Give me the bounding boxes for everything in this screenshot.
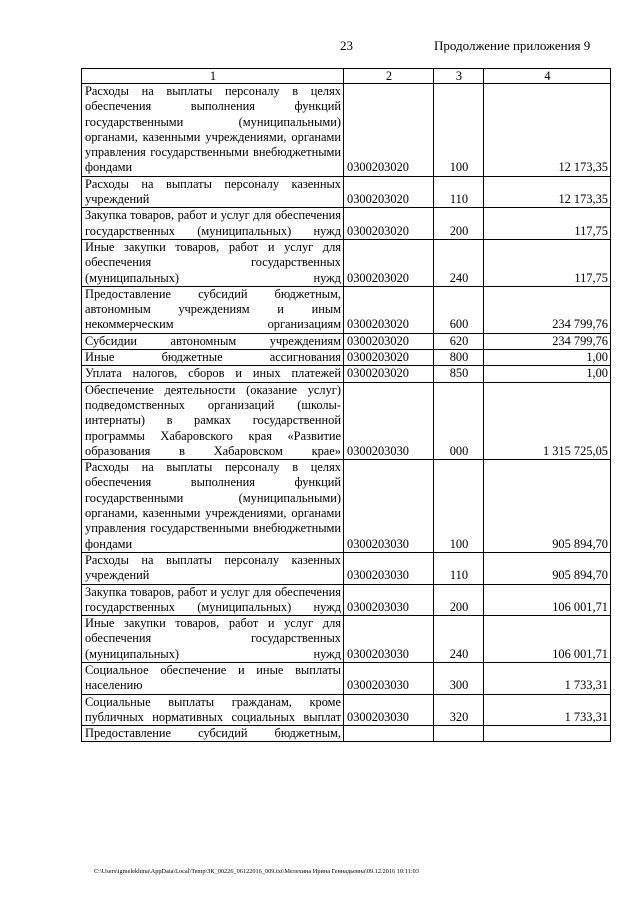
row-description: Иные закупки товаров, работ и услуг для обеспечения государственных (муниципальных) нужд [82,239,344,286]
row-amount: 12 173,35 [484,84,611,177]
row-expense-type: 850 [434,366,484,382]
table-row [82,584,611,616]
table-row [82,694,611,726]
row-expense-type: 200 [434,208,484,240]
row-amount: 117,75 [484,208,611,240]
table-header-row [82,69,611,84]
row-expense-type: 100 [434,460,484,553]
row-description: Расходы на выплаты персоналу казенных учреждений [82,176,344,208]
row-target-code: 0300203030 [344,662,434,694]
row-amount: 905 894,70 [484,552,611,584]
table-row [82,350,611,366]
row-expense-type: 300 [434,662,484,694]
page-number: 23 [340,38,353,53]
appendix-continuation-label: Продолжение приложения 9 [434,38,591,53]
row-description: Иные бюджетные ассигнования [82,350,344,366]
row-amount: 106 001,71 [484,584,611,616]
row-expense-type: 800 [434,350,484,366]
row-amount: 234 799,76 [484,286,611,333]
table-row [82,239,611,286]
row-amount: 1,00 [484,366,611,382]
row-target-code: 0300203020 [344,239,434,286]
row-description: Социальное обеспечение и иные выплаты населению [82,662,344,694]
column-header-3: 3 [434,69,484,84]
row-expense-type: 200 [434,584,484,616]
row-target-code: 0300203020 [344,366,434,382]
row-target-code: 0300203030 [344,460,434,553]
row-description: Предоставление субсидий бюджетным, [82,726,344,742]
column-header-4: 4 [484,69,611,84]
row-amount: 117,75 [484,239,611,286]
row-amount: 106 001,71 [484,616,611,663]
row-description: Предоставление субсидий бюджетным, автономным учреждениям и иным некоммерческим организациям [82,286,344,333]
row-expense-type: 620 [434,333,484,349]
row-amount: 1 733,31 [484,662,611,694]
row-amount: 905 894,70 [484,460,611,553]
row-amount: 1,00 [484,350,611,366]
column-header-1: 1 [82,69,344,84]
row-expense-type: 600 [434,286,484,333]
row-description: Обеспечение деятельности (оказание услуг) подведомственных организаций (школы-интернаты) в рамках государственной программы Хабаровского края «Развитие образования в Хабаровском крае» [82,382,344,459]
row-target-code: 0300203030 [344,616,434,663]
row-expense-type: 110 [434,176,484,208]
row-target-code: 0300203030 [344,694,434,726]
table-row [82,726,611,742]
row-amount: 1 315 725,05 [484,382,611,459]
row-target-code: 0300203020 [344,286,434,333]
row-description: Иные закупки товаров, работ и услуг для обеспечения государственных (муниципальных) нужд [82,616,344,663]
row-target-code: 0300203020 [344,208,434,240]
table-row [82,662,611,694]
row-description: Закупка товаров, работ и услуг для обеспечения государственных (муниципальных) нужд [82,208,344,240]
table-row [82,333,611,349]
row-target-code: 0300203030 [344,382,434,459]
column-header-2: 2 [344,69,434,84]
row-expense-type: 100 [434,84,484,177]
row-target-code: 0300203030 [344,552,434,584]
table-row [82,286,611,333]
row-expense-type: 240 [434,239,484,286]
row-expense-type: 320 [434,694,484,726]
table-row [82,366,611,382]
row-target-code: 0300203020 [344,84,434,177]
budget-table [81,68,611,742]
table-row [82,616,611,663]
row-expense-type: 240 [434,616,484,663]
table-row [82,460,611,553]
row-description: Расходы на выплаты персоналу казенных учреждений [82,552,344,584]
row-description: Расходы на выплаты персоналу в целях обеспечения выполнения функций государственными (муниципальными) органами, казенными учреждениями, органами управления государственными внебюджетными фондами [82,460,344,553]
row-description: Социальные выплаты гражданам, кроме публичных нормативных социальных выплат [82,694,344,726]
table-row [82,382,611,459]
row-description: Закупка товаров, работ и услуг для обеспечения государственных (муниципальных) нужд [82,584,344,616]
table-row [82,552,611,584]
row-expense-type [434,726,484,742]
row-expense-type: 110 [434,552,484,584]
table-row [82,84,611,177]
row-target-code: 0300203020 [344,350,434,366]
row-description: Расходы на выплаты персоналу в целях обеспечения выполнения функций государственными (муниципальными) органами, казенными учреждениями, органами управления государственными внебюджетными фондами [82,84,344,177]
row-amount: 1 733,31 [484,694,611,726]
file-path-footer: C:\Users\igmelekhina\AppData\Local\Temp\ЗК_00226_06122016_009.txt\Мелехина Ирина Геннадьевна\09.12.2016 10:11:03 [94,868,419,875]
table-row [82,208,611,240]
row-amount: 12 173,35 [484,176,611,208]
row-expense-type: 000 [434,382,484,459]
table-row [82,176,611,208]
row-description: Уплата налогов, сборов и иных платежей [82,366,344,382]
row-target-code: 0300203030 [344,584,434,616]
row-target-code: 0300203020 [344,333,434,349]
row-amount: 234 799,76 [484,333,611,349]
row-target-code [344,726,434,742]
row-target-code: 0300203020 [344,176,434,208]
row-description: Субсидии автономным учреждениям [82,333,344,349]
row-amount [484,726,611,742]
